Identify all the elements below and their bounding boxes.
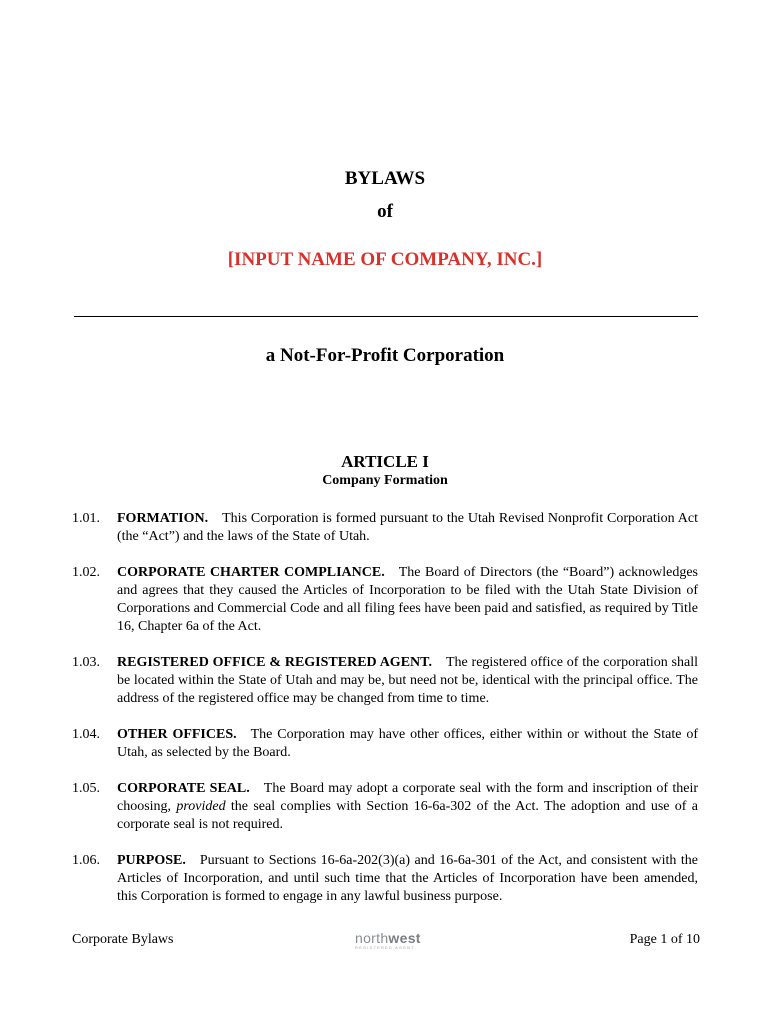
section-1-06 [72, 852, 698, 906]
section-text: This Corporation is formed pursuant to the Utah Revised Nonprofit Corporation Act (the “Act”) and the laws of the State of Utah. [117, 511, 698, 544]
section-number: 1.03. [72, 655, 100, 670]
section-body [117, 852, 698, 906]
section-1-02 [72, 564, 698, 636]
section-heading: PURPOSE. [117, 853, 186, 868]
section-number: 1.01. [72, 511, 100, 526]
section-text: The Board of Directors (the “Board”) acknowledges and agrees that they caused the Articles of Incorporation to be filed with the Utah State Division of Corporations and Commercial Code and all filing fees have been paid and satisfied, as required by Title 16, Chapter 6a of the Act. [117, 565, 698, 634]
section-text-before: The Board may adopt a corporate seal with the form and inscription of their choosing, [117, 781, 698, 814]
title-rule [74, 316, 698, 317]
section-text-after: the seal complies with Section 16-6a-302 of the Act. The adoption and use of a corporate seal is not required. [117, 799, 698, 832]
section-body [117, 564, 698, 636]
section-text: The registered office of the corporation shall be located within the State of Utah and may be, but need not be, identical with the principal office. The address of the registered office may be changed from time to time. [117, 655, 698, 706]
article-subtitle: Company Formation [322, 473, 448, 488]
section-number: 1.02. [72, 565, 100, 580]
section-number: 1.06. [72, 853, 100, 868]
section-1-01 [72, 510, 698, 546]
logo-tagline: REGISTERED AGENT [355, 945, 415, 950]
section-1-03 [72, 654, 698, 708]
northwest-logo [355, 930, 421, 950]
logo-wordmark [355, 930, 421, 946]
section-text: Pursuant to Sections 16-6a-202(3)(a) and 16-6a-301 of the Act, and consistent with the Articles of Incorporation, and until such time that the Articles of Incorporation have been amended, this Corporation is formed to engage in any lawful business purpose. [117, 853, 698, 904]
page-number: Page 1 of 10 [629, 932, 700, 947]
section-heading: OTHER OFFICES. [117, 727, 237, 742]
section-body [117, 510, 698, 546]
section-text: The Corporation may have other offices, either within or without the State of Utah, as selected by the Board. [117, 727, 698, 760]
logo-bold: west [388, 930, 421, 946]
section-heading: CORPORATE CHARTER COMPLIANCE. [117, 565, 385, 580]
section-1-05 [72, 780, 698, 834]
section-number: 1.04. [72, 727, 100, 742]
company-name-placeholder: [INPUT NAME OF COMPANY, INC.] [227, 249, 543, 270]
section-body [117, 780, 698, 834]
section-text-emphasis: provided [176, 799, 226, 814]
section-body [117, 654, 698, 708]
section-heading: REGISTERED OFFICE & REGISTERED AGENT. [117, 655, 432, 670]
section-heading: CORPORATE SEAL. [117, 781, 250, 796]
article-title: ARTICLE I [341, 452, 429, 471]
footer-document-name: Corporate Bylaws [72, 932, 174, 947]
corporation-type: a Not-For-Profit Corporation [265, 345, 505, 366]
title-of: of [377, 201, 393, 222]
section-heading: FORMATION. [117, 511, 209, 526]
page-footer [72, 932, 700, 952]
section-1-04 [72, 726, 698, 762]
section-number: 1.05. [72, 781, 100, 796]
document-title: BYLAWS [344, 168, 426, 189]
section-body [117, 726, 698, 762]
logo-light: north [355, 930, 389, 946]
